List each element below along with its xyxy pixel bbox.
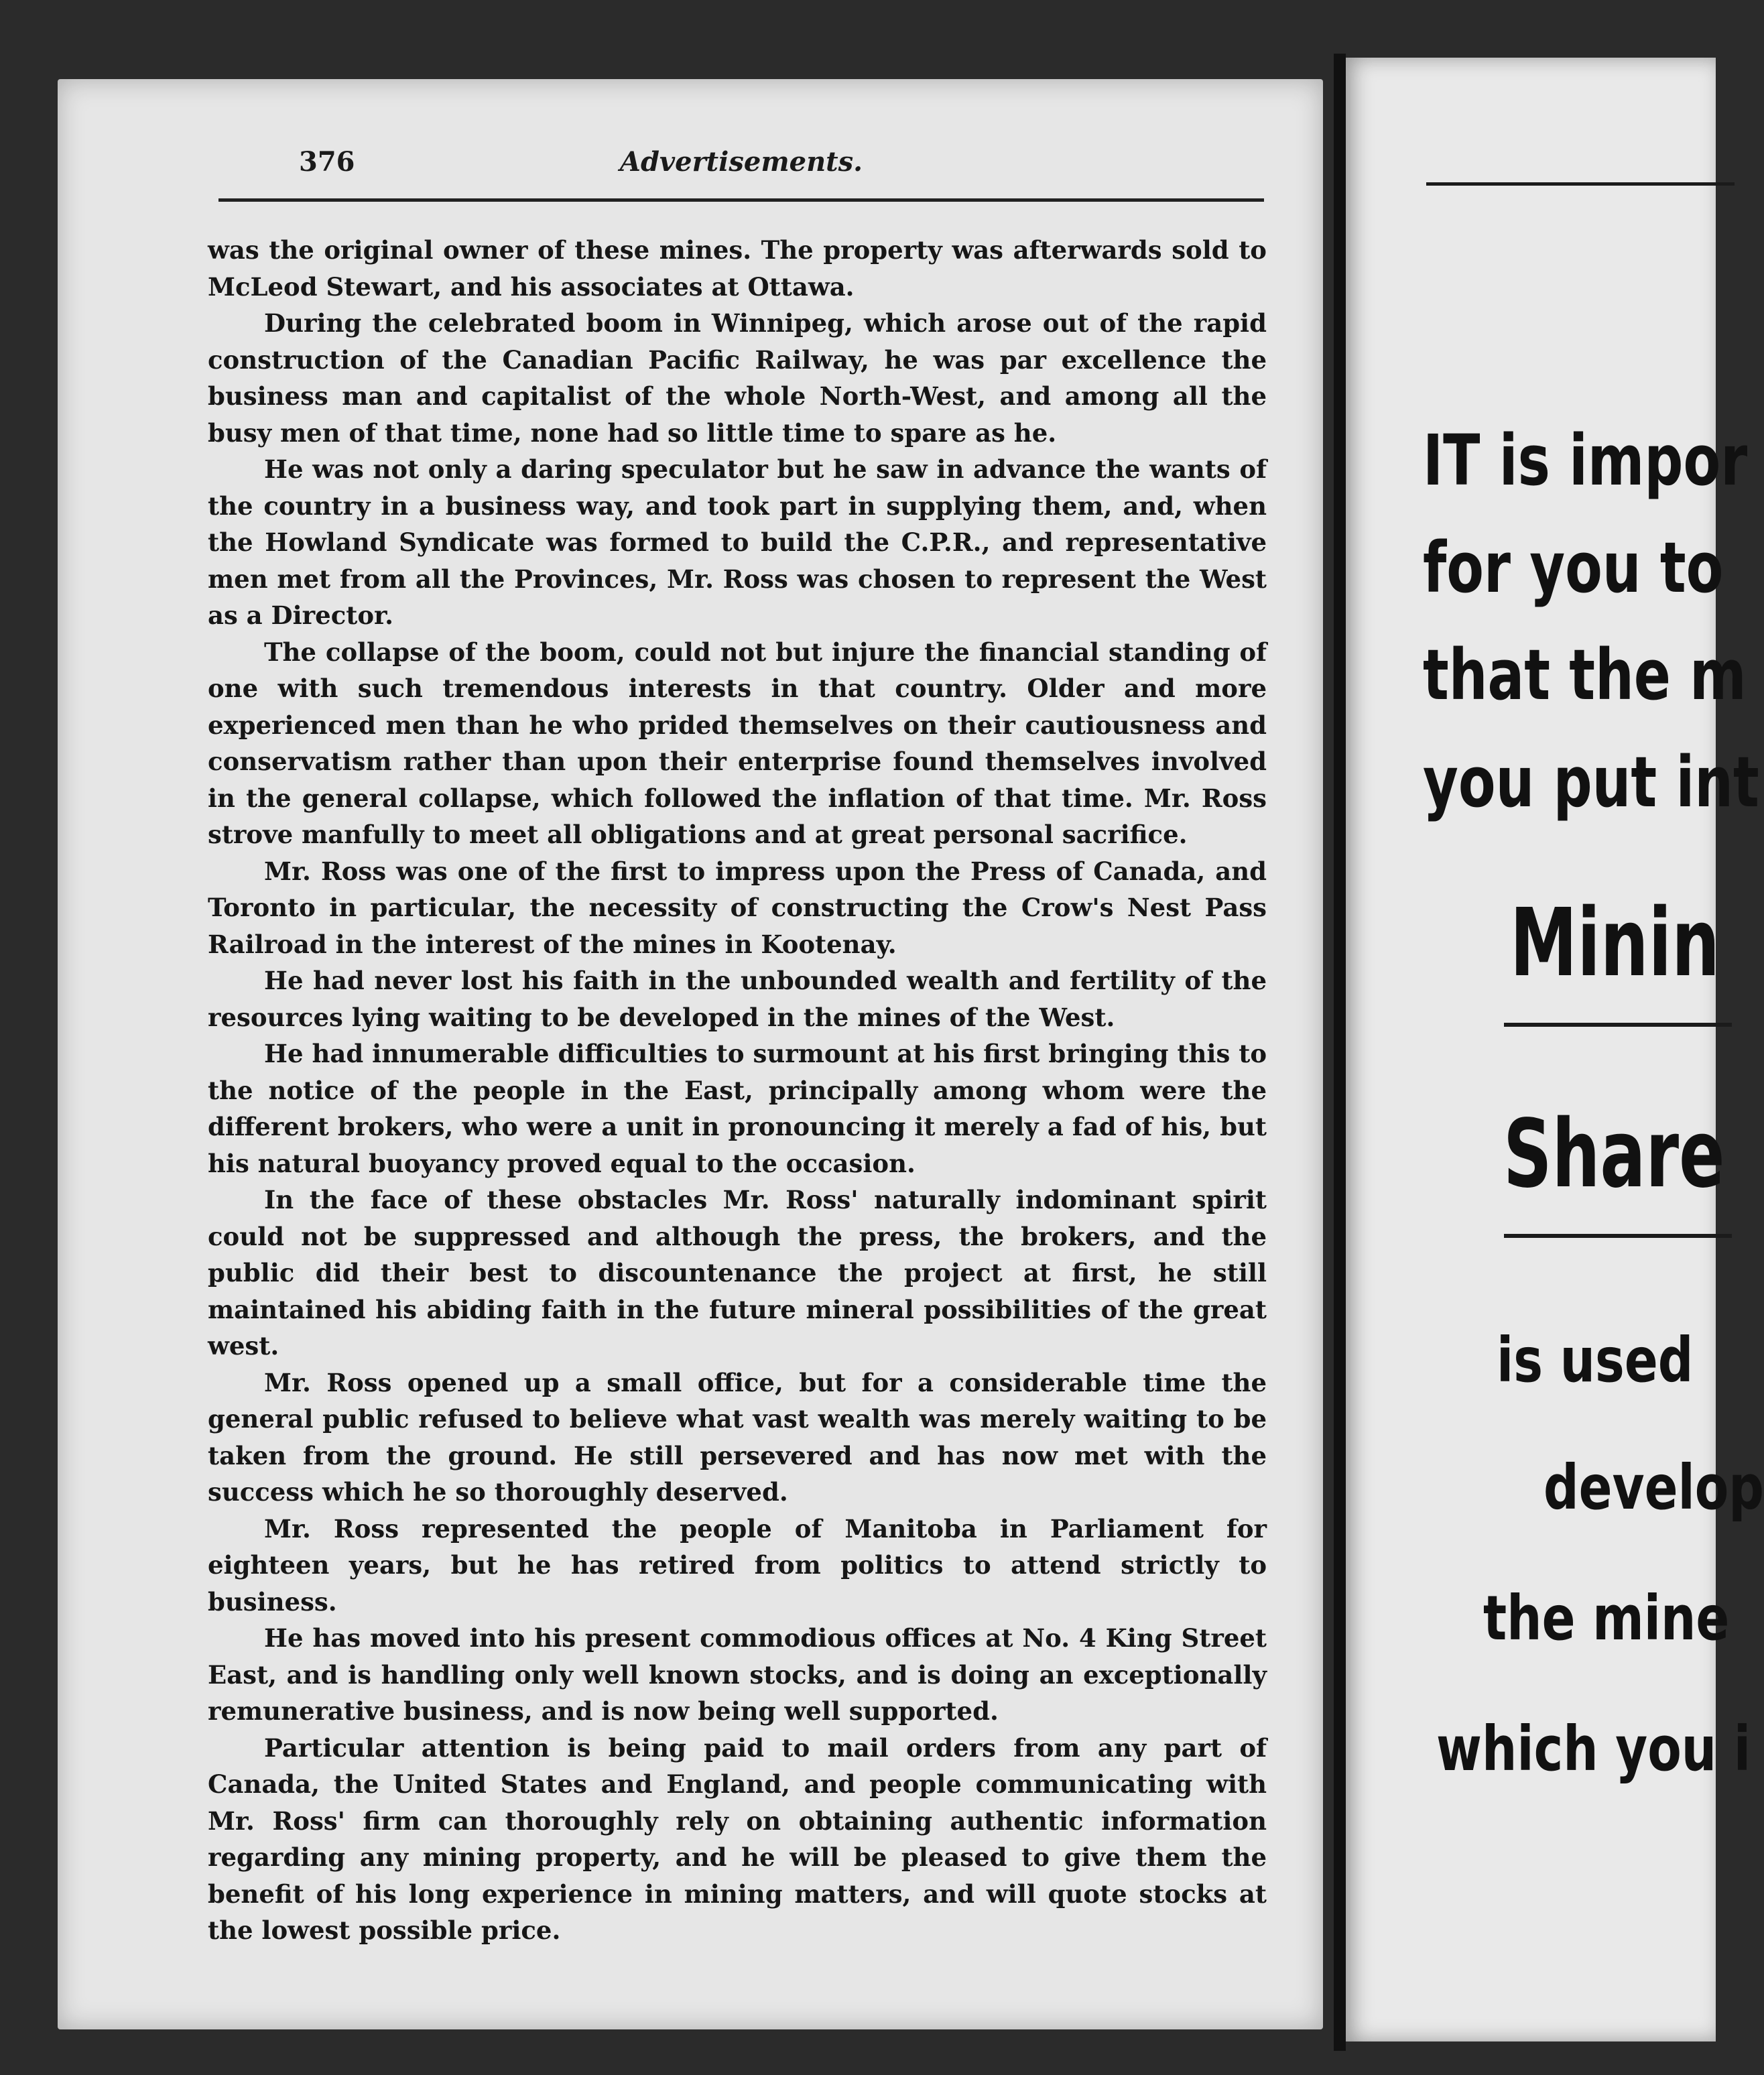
book-spine [1334, 54, 1346, 2051]
ad-line: IT is impor [1423, 420, 1748, 501]
paragraph: He had never lost his faith in the unbounded wealth and fertility of the resources lying waiting to be developed in the mines of the West. [208, 966, 1267, 1032]
paragraph: Particular attention is being paid to mail orders from any part of Canada, the United States and England, and people communicating with Mr. Ross' firm can thoroughly rely on obtaining authentic information regarding any mining property, and he will be pleased to give them the benefit of his long experience in mining matters, and will quote stocks at the lowest possible price. [208, 1733, 1267, 1945]
ad-line: is used [1497, 1324, 1694, 1396]
ad-line: which you i [1436, 1713, 1751, 1785]
page-number: 376 [299, 146, 355, 178]
paragraph: Mr. Ross represented the people of Manitoba in Parliament for eighteen years, but he has retired from politics to attend strictly to business. [208, 1513, 1267, 1617]
paragraph: The collapse of the boom, could not but injure the financial standing of one with such tremendous interests in that country. Older and more experienced men than he who prided themselves on their cautiousness and conservatism rather than upon their enterprise found themselves involved in the general collapse, which followed the inflation of that time. Mr. Ross strove manfully to meet all obligations and at great personal sacrifice. [208, 637, 1267, 849]
ad-line: the mine [1483, 1582, 1730, 1654]
paragraph: was the original owner of these mines. The property was afterwards sold to McLeod Stewart, and his associates at Ottawa. [208, 235, 1267, 302]
paragraph: He has moved into his present commodious offices at No. 4 King Street East, and is handling only well known stocks, and is doing an exceptionally remunerative business, and is now being well supported. [208, 1623, 1267, 1726]
page-header [218, 146, 1264, 200]
ad-heading-shares: Share [1503, 1100, 1725, 1209]
right-page-advertisement [1346, 58, 1764, 2041]
header-rule [218, 198, 1264, 202]
paragraph: During the celebrated boom in Winnipeg, which arose out of the rapid construction of the Canadian Pacific Railway, he was par excellence the business man and capitalist of the whole North-West, and among all the busy men of that time, none had so little time to spare as he. [208, 308, 1267, 448]
ad-line: you put int [1423, 741, 1759, 823]
ad-heading-mining: Minin [1510, 889, 1720, 998]
left-page [58, 79, 1323, 2029]
paragraph: In the face of these obstacles Mr. Ross' naturally indominant spirit could not be suppressed and although the press, the brokers, and the public did their best to discountenance the project at first, he still maintained his abiding faith in the future mineral possibilities of the great west. [208, 1185, 1267, 1361]
heading-rule [1504, 1234, 1732, 1238]
ad-line: that the m [1423, 634, 1747, 716]
paragraph: He was not only a daring speculator but he saw in advance the wants of the country in a business way, and took part in supplying them, and, when the Howland Syndicate was formed to build the C.P.R., and representative men met from all the Provinces, Mr. Ross was chosen to represent the West as a Director. [208, 454, 1267, 630]
paragraph: He had innumerable difficulties to surmount at his first bringing this to the notice of the people in the East, principally among whom were the different brokers, who were a unit in pronouncing it merely a fad of his, but his natural buoyancy proved equal to the occasion. [208, 1039, 1267, 1178]
ad-line: for you to [1423, 527, 1724, 609]
heading-rule [1504, 1023, 1732, 1027]
ad-line: develop [1544, 1452, 1764, 1523]
article-body [208, 232, 1267, 1949]
top-rule [1426, 182, 1735, 186]
paragraph: Mr. Ross opened up a small office, but for a considerable time the general public refused to believe what vast wealth was merely waiting to be taken from the ground. He still persevered and has now met with the success which he so thoroughly deserved. [208, 1367, 1267, 1507]
paragraph: Mr. Ross was one of the first to impress upon the Press of Canada, and Toronto in particular, the necessity of constructing the Crow's Nest Pass Railroad in the interest of the mines in Kootenay. [208, 856, 1267, 959]
running-head: Advertisements. [619, 146, 863, 178]
